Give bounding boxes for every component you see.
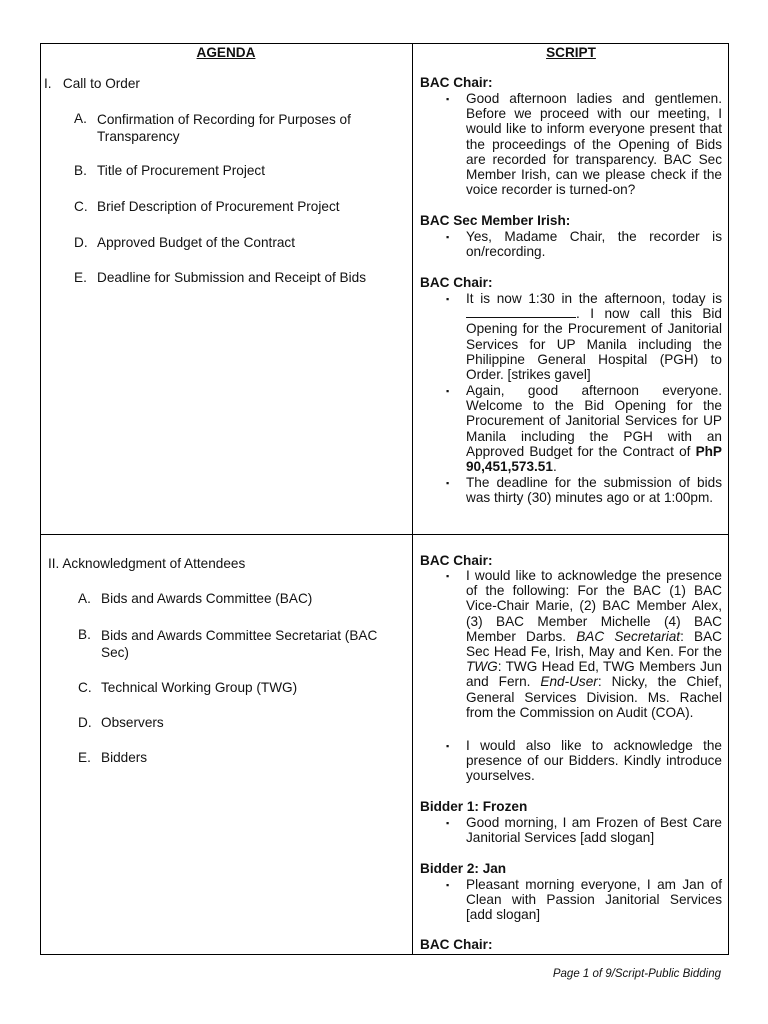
bullet-icon: ▪ [446, 478, 450, 488]
speaker-label: BAC Sec Member Irish: [420, 213, 571, 228]
script-text: . [552, 459, 557, 475]
agenda-item-letter: B. [78, 627, 91, 642]
agenda-item-letter: E. [78, 750, 91, 765]
bullet-icon: ▪ [446, 294, 450, 304]
row-divider [40, 534, 729, 535]
agenda-item: Bids and Awards Committee Secretariat (BAC Sec) [101, 628, 378, 660]
script-emphasis: End-User [540, 674, 598, 690]
agenda-item-letter: B. [74, 163, 87, 178]
script-line [466, 568, 722, 720]
agenda-item: Approved Budget of the Contract [97, 235, 295, 250]
script-text: : Nicky, the Chief, General Services Division. Ms. Rachel from the Commission on Audit (COA). [466, 674, 722, 720]
speaker-label: BAC Chair: [420, 553, 493, 568]
script-text: : BAC Sec Head Fe, Irish, May and Ken. For the [466, 628, 722, 660]
script-line: Good afternoon ladies and gentlemen. Before we proceed with our meeting, I would like to inform everyone present that the proceedings of the Opening of Bids are recorded for transparency. BAC Sec Member Irish, can we please check if the voice recorder is turned-on? [466, 91, 722, 198]
agenda-header: AGENDA [196, 45, 256, 60]
script-text: I would like to acknowledge the presence of the following: For the BAC (1) BAC Vice-Chair Marie, (2) BAC Member Alex, (3) BAC Member Michelle (4) BAC Member Darbs. [466, 568, 722, 644]
script-text: : TWG Head Ed, TWG Members Jun and Fern. [466, 659, 722, 690]
script-text: It is now 1:30 in the afternoon, today is [466, 291, 722, 306]
agenda-item: Confirmation of Recording for Purposes of Transparency [97, 112, 351, 144]
script-line: Good morning, I am Frozen of Best Care Janitorial Services [add slogan] [466, 815, 722, 846]
agenda-section-1-title: I. Call to Order [44, 76, 140, 91]
agenda-item: Bidders [101, 750, 148, 765]
script-line: I would also like to acknowledge the presence of our Bidders. Kindly introduce yourselves. [466, 738, 722, 784]
bullet-icon: ▪ [446, 386, 450, 396]
agenda-item-letter: C. [74, 199, 88, 214]
script-line: Pleasant morning everyone, I am Jan of Clean with Passion Janitorial Services [add slogan] [466, 877, 722, 923]
agenda-item-letter: E. [74, 270, 87, 285]
agenda-item: Brief Description of Procurement Project [97, 199, 340, 214]
script-line: The deadline for the submission of bids was thirty (30) minutes ago or at 1:00pm. [466, 475, 722, 506]
speaker-label: Bidder 1: Frozen [420, 799, 528, 814]
agenda-item: Observers [101, 715, 164, 730]
script-line [466, 291, 722, 382]
bullet-icon: ▪ [446, 741, 450, 751]
script-line: Yes, Madame Chair, the recorder is on/recording. [466, 229, 722, 260]
speaker-label: Bidder 2: Jan [420, 861, 507, 876]
bullet-icon: ▪ [446, 818, 450, 828]
script-text: Again, good afternoon everyone. Welcome to the Bid Opening for the Procurement of Janitorial Services for UP Manila including the PGH with an Approved Budget for the Contract of [466, 383, 722, 459]
agenda-item-letter: C. [78, 680, 92, 695]
agenda-item: Deadline for Submission and Receipt of Bids [97, 270, 367, 285]
bullet-icon: ▪ [446, 232, 450, 242]
page-footer: Page 1 of 9/Script-Public Bidding [552, 968, 721, 980]
agenda-item-letter: D. [78, 715, 92, 730]
script-line [466, 383, 722, 474]
script-text: . I now call this Bid Opening for the Procurement of Janitorial Services for UP Manila including the Philippine General Hospital (PGH) to Order. [strikes gavel] [466, 306, 722, 383]
agenda-item-letter: A. [78, 591, 91, 606]
agenda-section-2-title: II. Acknowledgment of Attendees [48, 556, 246, 571]
bullet-icon: ▪ [446, 880, 450, 890]
speaker-label: BAC Chair: [420, 275, 493, 290]
agenda-item: Title of Procurement Project [97, 163, 265, 178]
bullet-icon: ▪ [446, 571, 450, 581]
agenda-item: Bids and Awards Committee (BAC) [101, 591, 313, 606]
script-header: SCRIPT [546, 45, 596, 60]
column-divider [412, 43, 413, 955]
date-blank [466, 306, 576, 318]
agenda-item-letter: D. [74, 235, 88, 250]
agenda-item: Technical Working Group (TWG) [101, 680, 298, 695]
speaker-label: BAC Chair: [420, 937, 493, 952]
script-emphasis: TWG [466, 659, 498, 675]
bullet-icon: ▪ [446, 94, 450, 104]
budget-amount: PhP 90,451,573.51 [466, 443, 722, 475]
agenda-item-letter: A. [74, 111, 87, 126]
speaker-label: BAC Chair: [420, 75, 493, 90]
script-emphasis: BAC Secretariat [576, 628, 681, 644]
